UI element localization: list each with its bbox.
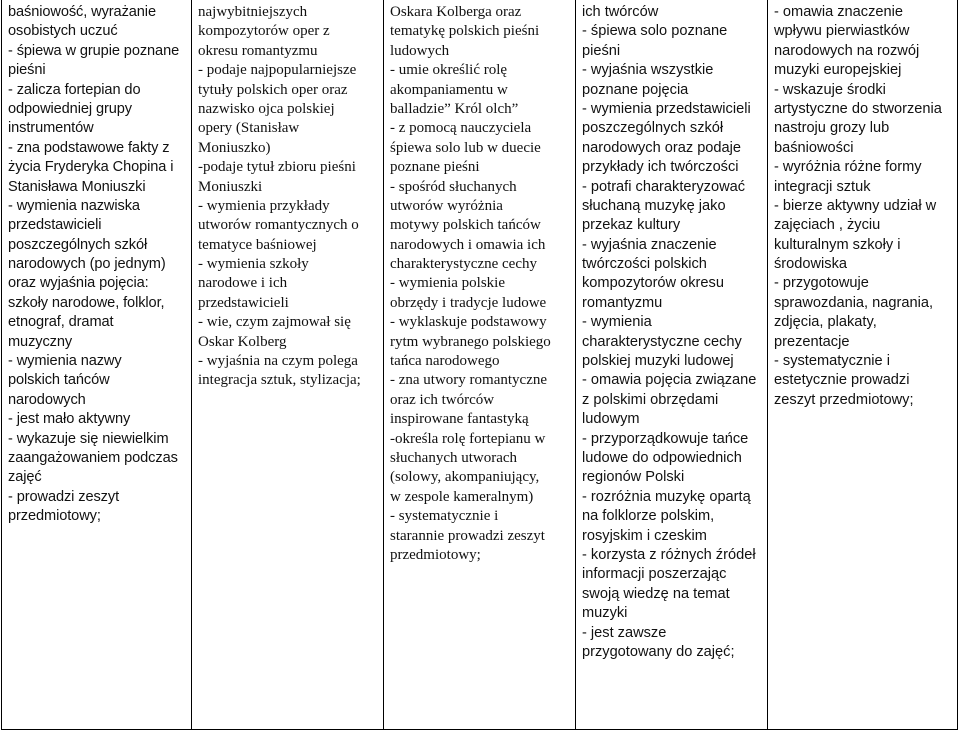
- cell-text-line: - wymienia przedstawicieli: [582, 100, 751, 117]
- table-column-4: [575, 0, 767, 729]
- cell-text-line: odpowiedniej grupy: [8, 100, 132, 117]
- cell-text-line: przedstawicieli: [8, 217, 102, 234]
- cell-text-line: - prowadzi zeszyt: [8, 488, 120, 505]
- cell-text-line: tematykę polskich pieśni: [390, 23, 540, 40]
- cell-text-line: pieśni: [8, 62, 46, 79]
- cell-text-line: balladzie” Król olch”: [390, 100, 519, 117]
- cell-text-line: - spośród słuchanych: [390, 178, 517, 195]
- cell-text-line: muzyki: [582, 605, 628, 622]
- cell-text-line: baśniowość, wyrażanie: [8, 4, 156, 20]
- cell-text-line: - wymienia polskie: [390, 275, 505, 292]
- cell-text-line: -podaje tytuł zbioru pieśni: [198, 159, 356, 176]
- cell-text-line: charakterystyczne cechy: [582, 333, 742, 350]
- cell-text-line: z polskimi obrzędami: [582, 391, 719, 408]
- cell-text-line: - przyporządkowuje tańce: [582, 430, 749, 447]
- cell-text-line: akompaniamentu w: [390, 81, 508, 98]
- cell-text-line: śpiewa solo lub w duecie: [390, 139, 541, 156]
- cell-text-line: przygotowany do zajęć;: [582, 643, 735, 660]
- requirements-table: [1, 0, 958, 730]
- cell-text-line: - systematycznie i: [390, 508, 499, 525]
- cell-text-line: poznane pieśni: [390, 159, 480, 176]
- cell-text-line: muzyczny: [8, 333, 73, 350]
- cell-text-line: - wymienia szkoły: [198, 256, 309, 273]
- cell-text-line: - systematycznie i: [774, 353, 890, 370]
- cell-text-line: swoją wiedzę na temat: [582, 585, 730, 602]
- cell-text-line: - wymienia nazwy: [8, 353, 122, 370]
- cell-text-line: - wykazuje się niewielkim: [8, 430, 169, 447]
- cell-text-line: (solowy, akompaniujący,: [390, 469, 540, 486]
- cell-text-line: ludowe do odpowiednich: [582, 449, 742, 466]
- cell-text-line: - omawia pojęcia związane: [582, 372, 757, 389]
- cell-text-line: - jest zawsze: [582, 624, 667, 641]
- cell-text-line: środowiska: [774, 256, 847, 273]
- cell-text-line: - omawia znaczenie: [774, 4, 903, 20]
- cell-text-line: - wymienia przykłady: [198, 197, 330, 214]
- cell-text-line: polskich tańców: [8, 372, 110, 389]
- table-column-5: [767, 0, 959, 729]
- cell-text-line: - jest mało aktywny: [8, 411, 131, 428]
- cell-text-line: narodowych oraz podaje: [582, 139, 742, 156]
- cell-text-line: - wyjaśnia znaczenie: [582, 236, 717, 253]
- cell-text-line: ich twórców: [582, 4, 659, 20]
- cell-text-line: przedmiotowy;: [390, 546, 481, 563]
- cell-text-line: - potrafi charakteryzować: [582, 178, 746, 195]
- cell-text-line: twórczości polskich: [582, 256, 707, 273]
- cell-text-line: starannie prowadzi zeszyt: [390, 527, 545, 544]
- cell-text-line: nazwisko ojca polskiej: [198, 100, 335, 117]
- cell-text-line: - bierze aktywny udział w: [774, 197, 937, 214]
- cell-text-line: narodowych i omawia ich: [390, 236, 546, 253]
- cell-text-line: przekaz kultury: [582, 217, 681, 234]
- cell-text-line: w zespole kameralnym): [390, 488, 534, 505]
- cell-text-line: pieśni: [582, 42, 621, 59]
- cell-text-line: - wyróżnia różne formy: [774, 159, 922, 176]
- cell-text-line: polskiej muzyki ludowej: [582, 353, 734, 370]
- cell-text-line: tańca narodowego: [390, 353, 500, 370]
- cell-text-line: integracja sztuk, stylizacja;: [198, 372, 361, 389]
- table-column-1: [2, 0, 191, 729]
- cell-text-line: instrumentów: [8, 120, 94, 137]
- cell-text-line: inspirowane fantastyką: [390, 411, 529, 428]
- cell-text-line: narodowych: [8, 391, 86, 408]
- cell-text-line: poznane pojęcia: [582, 81, 689, 98]
- cell-text-line: przedmiotowy;: [8, 508, 101, 525]
- table-column-3: [383, 0, 575, 729]
- cell-text-line: - rozróżnia muzykę opartą: [582, 488, 751, 505]
- cell-text-line: Stanisława Moniuszki: [8, 178, 146, 195]
- cell-text-line: muzyki europejskiej: [774, 62, 902, 79]
- cell-text-line: baśniowości: [774, 139, 854, 156]
- cell-text-line: szkoły narodowe, folklor,: [8, 294, 165, 311]
- cell-text-line: Moniuszki: [198, 178, 263, 195]
- cell-text-line: słuchaną muzykę jako: [582, 197, 726, 214]
- cell-text-line: - wymienia nazwiska: [8, 197, 140, 214]
- cell-text-line: obrzędy i tradycje ludowe: [390, 294, 547, 311]
- cell-text-line: osobistych uczuć: [8, 23, 118, 40]
- cell-text-line: charakterystyczne cechy: [390, 256, 537, 273]
- cell-text-line: kompozytorów okresu: [582, 275, 724, 292]
- cell-text-line: romantyzmu: [582, 294, 663, 311]
- cell-text-line: zdjęcia, plakaty,: [774, 314, 877, 331]
- cell-text-line: - wie, czym zajmował się: [198, 314, 351, 331]
- cell-text-line: wpływu pierwiastków: [774, 23, 910, 40]
- cell-text-line: Oskar Kolberg: [198, 333, 287, 350]
- cell-text-line: sprawozdania, nagrania,: [774, 294, 934, 311]
- cell-text-line: - przygotowuje: [774, 275, 869, 292]
- cell-text-line: - z pomocą nauczyciela: [390, 120, 532, 137]
- cell-text-line: przedstawicieli: [198, 294, 289, 311]
- cell-text-line: - umie określić rolę: [390, 62, 508, 79]
- cell-text-line: prezentacje: [774, 333, 850, 350]
- cell-text-line: - wyjaśnia wszystkie: [582, 62, 714, 79]
- cell-text-line: rytm wybranego polskiego: [390, 333, 551, 350]
- cell-text-line: integracji sztuk: [774, 178, 871, 195]
- table-column-2: [191, 0, 383, 729]
- cell-text-line: oraz ich twórców: [390, 391, 495, 408]
- cell-text-line: regionów Polski: [582, 469, 685, 486]
- cell-text-line: estetycznie prowadzi: [774, 372, 910, 389]
- cell-text-line: przykłady ich twórczości: [582, 159, 739, 176]
- cell-text-line: informacji poszerzając: [582, 566, 727, 583]
- cell-text-line: zajęciach , życiu: [774, 217, 881, 234]
- cell-text-line: - podaje najpopularniejsze: [198, 62, 357, 79]
- cell-text-line: okresu romantyzmu: [198, 42, 318, 59]
- cell-text-line: słuchanych utworach: [390, 449, 518, 466]
- cell-text-line: - śpiewa solo poznane: [582, 23, 728, 40]
- cell-text-line: utworów romantycznych o: [198, 217, 359, 234]
- cell-text-line: -określa rolę fortepianu w: [390, 430, 546, 447]
- cell-text-line: - korzysta z różnych źródeł: [582, 546, 756, 563]
- cell-text-line: - zna utwory romantyczne: [390, 372, 548, 389]
- cell-text-line: ludowych: [390, 42, 450, 59]
- cell-text-line: opery (Stanisław: [198, 120, 300, 137]
- cell-text-line: Moniuszko): [198, 139, 271, 156]
- cell-text-line: - śpiewa w grupie poznane: [8, 42, 180, 59]
- cell-text-line: poszczególnych szkół: [8, 236, 148, 253]
- cell-text-line: artystyczne do stworzenia: [774, 100, 942, 117]
- cell-text-line: - wyklaskuje podstawowy: [390, 314, 547, 331]
- cell-text-line: motywy polskich tańców: [390, 217, 541, 234]
- cell-text-line: najwybitniejszych: [198, 4, 308, 20]
- cell-text-line: tytuły polskich oper oraz: [198, 81, 348, 98]
- cell-text-line: zajęć: [8, 469, 42, 486]
- cell-text-line: - wyjaśnia na czym polega: [198, 353, 358, 370]
- cell-text-line: na folklorze polskim,: [582, 508, 715, 525]
- cell-text-line: tematyce baśniowej: [198, 236, 317, 253]
- cell-text-line: etnograf, dramat: [8, 314, 114, 331]
- cell-text-line: kompozytorów oper z: [198, 23, 330, 40]
- cell-text-line: oraz wyjaśnia pojęcia:: [8, 275, 149, 292]
- cell-text-line: - zalicza fortepian do: [8, 81, 141, 98]
- cell-text-line: poszczególnych szkół: [582, 120, 724, 137]
- cell-text-line: - zna podstawowe fakty z: [8, 139, 170, 156]
- cell-text-line: - wskazuje środki: [774, 81, 886, 98]
- cell-text-line: zeszyt przedmiotowy;: [774, 391, 914, 408]
- cell-text-line: narodowych na rozwój: [774, 42, 920, 59]
- cell-text-line: kulturalnym szkoły i: [774, 236, 901, 253]
- cell-text-line: nastroju grozy lub: [774, 120, 890, 137]
- cell-text-line: zaangażowaniem podczas: [8, 449, 178, 466]
- cell-text-line: ludowym: [582, 411, 640, 428]
- cell-text-line: utworów wyróżnia: [390, 197, 503, 214]
- cell-text-line: narodowych (po jednym): [8, 256, 166, 273]
- cell-text-line: narodowe i ich: [198, 275, 288, 292]
- cell-text-line: życia Fryderyka Chopina i: [8, 159, 174, 176]
- cell-text-line: - wymienia: [582, 314, 652, 331]
- cell-text-line: Oskara Kolberga oraz: [390, 4, 522, 20]
- cell-text-line: rosyjskim i czeskim: [582, 527, 707, 544]
